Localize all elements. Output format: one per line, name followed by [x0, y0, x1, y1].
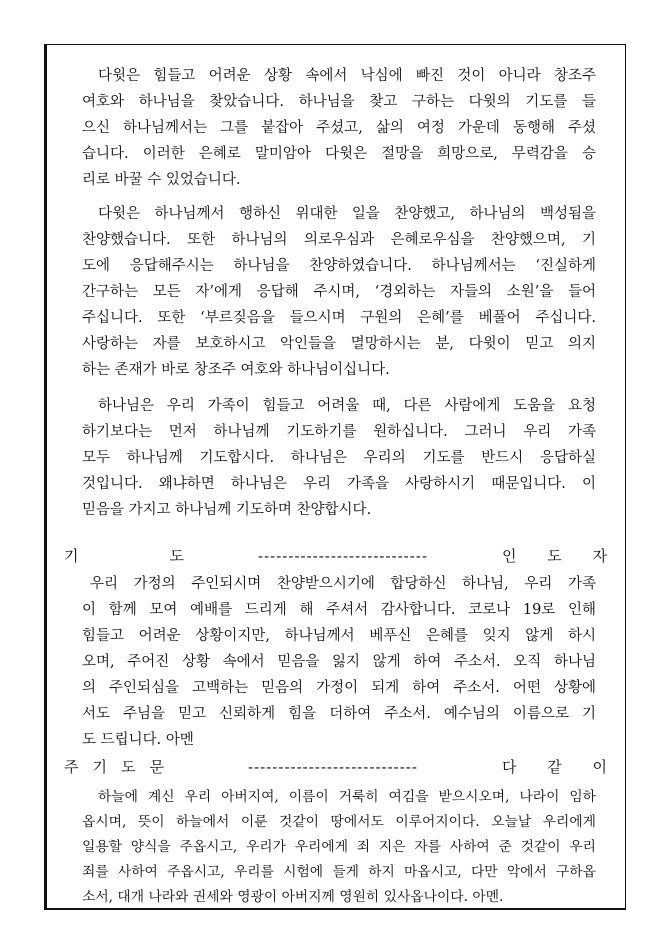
prayer-leader — [502, 543, 607, 569]
text-line: 믿음을 가지고 하나님께 기도하며 찬양합시다. — [82, 502, 372, 518]
text-line: 일용할 양식을 주옵시고, 우리가 우리에게 죄 지은 자를 사하여 준 것같이 우리 — [82, 839, 596, 855]
leader-char: 자 — [592, 547, 607, 565]
leader-char: 이 — [592, 758, 607, 776]
text-line: 옵시며, 뜻이 하늘에서 이룬 것같이 땅에서도 이루어지이다. 오늘날 우리에게 — [82, 814, 596, 830]
text-line: 모두 하나님께 기도합시다. 하나님은 우리의 기도를 반드시 응답하실 — [82, 450, 596, 466]
prayer-title — [64, 543, 184, 569]
text-line: 간구하는 모든 자’에게 응답해 주시며, ‘경외하는 자들의 소원’을 들어 — [82, 284, 596, 300]
leader-char: 도 — [547, 547, 562, 565]
text-line: 찬양했습니다. 또한 하나님의 의로우심과 은혜로우심을 찬양했으며, 기 — [82, 232, 596, 248]
text-line: 하는 존재가 바로 창조주 여호와 하나님이십니다. — [82, 362, 390, 378]
text-line: 도 드립니다. 아멘 — [82, 732, 194, 748]
text-line: 죄를 사하여 주옵시고, 우리를 시험에 들게 하지 마옵시고, 다만 악에서 구하옵 — [82, 864, 596, 880]
lords-prayer-heading — [64, 754, 607, 780]
title-char: 도 — [169, 547, 184, 565]
text-line: 서도 주님을 믿고 신뢰하게 힘을 더하여 주소서. 예수님의 이름으로 기 — [82, 706, 596, 722]
text-line: 도에 응답해주시는 하나님을 찬양하였습니다. 하나님께서는 ‘진실하게 — [82, 258, 596, 274]
text-line: 우리 가정의 주인되시며 찬양받으시기에 합당하신 하나님, 우리 가족 — [90, 576, 596, 592]
dash-leader: ---------------------------- — [258, 547, 428, 565]
text-line: 다윗은 힘들고 어려운 상황 속에서 낙심에 빠진 것이 아니라 창조주 — [98, 68, 596, 84]
title-char: 기 — [64, 547, 79, 565]
paragraph-3 — [82, 393, 596, 523]
text-line: 힘들고 어려운 상황이지만, 하나님께서 베푸신 은혜를 잊지 않게 하시 — [82, 628, 596, 644]
lords-prayer-title — [64, 754, 164, 780]
text-line: 주십니다. 또한 ‘부르짖음을 들으시며 구원의 은혜’를 베풀어 주십니다. — [82, 310, 596, 326]
leader-char: 같 — [547, 758, 562, 776]
text-line: 다윗은 하나님께서 행하신 위대한 일을 찬양했고, 하나님의 백성됨을 — [98, 206, 596, 222]
text-line: 사랑하는 자를 보호하시고 악인들을 멸망하시는 분, 다윗이 믿고 의지 — [82, 336, 596, 352]
text-line: 여호와 하나님을 찾았습니다. 하나님을 찾고 구하는 다윗의 기도를 들 — [82, 94, 596, 110]
prayer-heading — [64, 543, 607, 569]
text-line: 리로 바꿀 수 있었습니다. — [82, 172, 241, 188]
text-line: 소서, 대개 나라와 권세와 영광이 아버지께 영원히 있사옵나이다. 아멘. — [82, 889, 504, 905]
title-char: 문 — [149, 758, 164, 776]
title-char: 도 — [121, 758, 136, 776]
text-line: 하기보다는 먼저 하나님께 기도하기를 원하십니다. 그러니 우리 가족 — [82, 424, 596, 440]
title-char: 기 — [92, 758, 107, 776]
text-line: 으신 하나님께서는 그를 붙잡아 주셨고, 삶의 여정 가운데 동행해 주셨 — [82, 120, 596, 136]
text-line: 것입니다. 왜냐하면 하나님은 우리 가족을 사랑하시기 때문입니다. 이 — [82, 476, 596, 492]
text-line: 하나님은 우리 가족이 힘들고 어려울 때, 다른 사람에게 도움을 요청 — [98, 398, 596, 414]
text-line: 이 함께 모여 예배를 드리게 해 주셔서 감사합니다. 코로나 19로 인해 — [82, 602, 596, 618]
lords-prayer-leader — [502, 754, 607, 780]
text-line: 오며, 주어진 상황 속에서 믿음을 잃지 않게 하여 주소서. 오직 하나님 — [82, 654, 596, 670]
text-line: 습니다. 이러한 은혜로 말미암아 다윗은 절망을 희망으로, 무력감을 승 — [82, 146, 596, 162]
prayer-text — [82, 571, 596, 753]
text-line: 의 주인되심을 고백하는 믿음의 가정이 되게 하여 주소서. 어떤 상황에 — [82, 680, 596, 696]
leader-char: 인 — [502, 547, 517, 565]
title-char: 주 — [64, 758, 79, 776]
dash-leader: ---------------------------- — [248, 758, 418, 776]
text-line: 하늘에 계신 우리 아버지여, 이름이 거룩히 여김을 받으시오며, 나라이 임하 — [98, 789, 596, 805]
lords-prayer-text — [82, 785, 596, 910]
paragraph-2 — [82, 201, 596, 383]
paragraph-1 — [82, 63, 596, 193]
leader-char: 다 — [502, 758, 517, 776]
